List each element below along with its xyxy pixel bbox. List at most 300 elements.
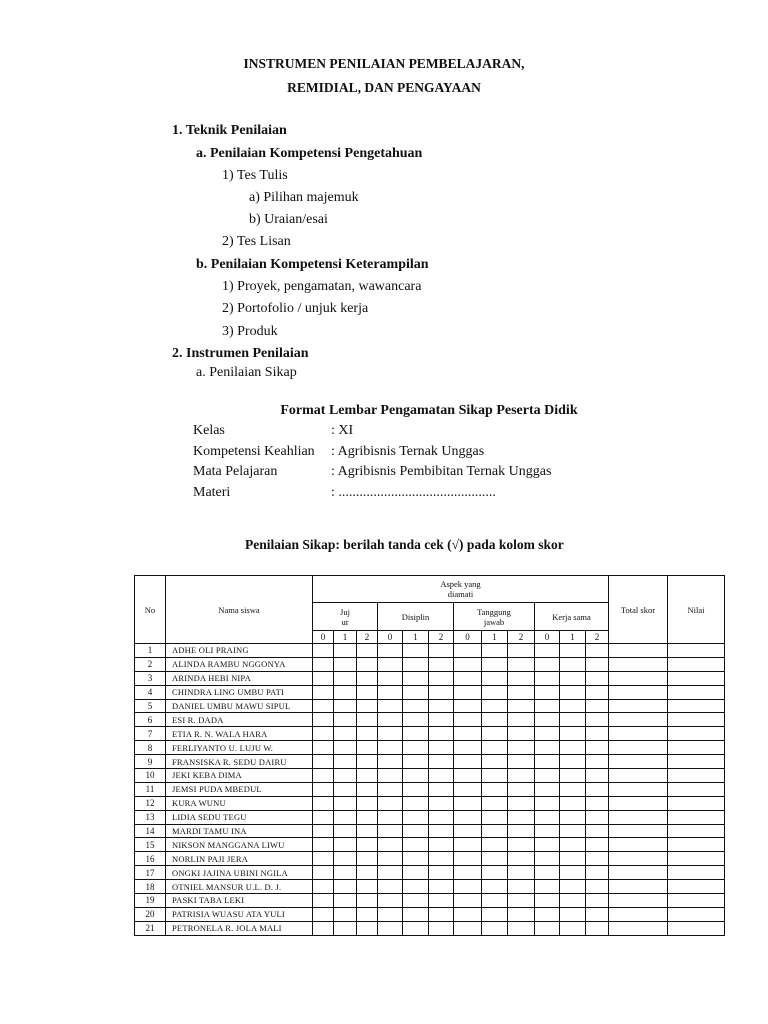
total-score-cell[interactable] bbox=[609, 713, 668, 727]
score-cell[interactable] bbox=[508, 824, 535, 838]
nilai-cell[interactable] bbox=[668, 755, 725, 769]
score-cell[interactable] bbox=[378, 644, 403, 658]
score-cell[interactable] bbox=[403, 769, 429, 783]
nilai-cell[interactable] bbox=[668, 866, 725, 880]
score-cell[interactable] bbox=[535, 810, 560, 824]
score-cell[interactable] bbox=[482, 713, 508, 727]
nilai-cell[interactable] bbox=[668, 727, 725, 741]
score-cell[interactable] bbox=[454, 769, 482, 783]
score-cell[interactable] bbox=[586, 713, 609, 727]
score-cell[interactable] bbox=[357, 782, 378, 796]
score-cell[interactable] bbox=[334, 907, 357, 921]
total-score-cell[interactable] bbox=[609, 921, 668, 935]
score-cell[interactable] bbox=[535, 755, 560, 769]
score-cell[interactable] bbox=[403, 782, 429, 796]
score-cell[interactable] bbox=[334, 769, 357, 783]
score-cell[interactable] bbox=[508, 838, 535, 852]
score-cell[interactable] bbox=[586, 838, 609, 852]
total-score-cell[interactable] bbox=[609, 782, 668, 796]
score-cell[interactable] bbox=[454, 824, 482, 838]
score-cell[interactable] bbox=[586, 824, 609, 838]
score-cell[interactable] bbox=[357, 921, 378, 935]
score-cell[interactable] bbox=[454, 907, 482, 921]
nilai-cell[interactable] bbox=[668, 921, 725, 935]
score-cell[interactable] bbox=[334, 657, 357, 671]
score-cell[interactable] bbox=[313, 921, 334, 935]
score-cell[interactable] bbox=[508, 727, 535, 741]
score-cell[interactable] bbox=[508, 880, 535, 894]
score-cell[interactable] bbox=[535, 685, 560, 699]
score-cell[interactable] bbox=[482, 810, 508, 824]
score-cell[interactable] bbox=[403, 671, 429, 685]
score-cell[interactable] bbox=[313, 657, 334, 671]
score-cell[interactable] bbox=[454, 880, 482, 894]
score-cell[interactable] bbox=[482, 657, 508, 671]
score-cell[interactable] bbox=[454, 866, 482, 880]
score-cell[interactable] bbox=[508, 921, 535, 935]
score-cell[interactable] bbox=[454, 921, 482, 935]
score-cell[interactable] bbox=[535, 838, 560, 852]
score-cell[interactable] bbox=[403, 727, 429, 741]
score-cell[interactable] bbox=[560, 685, 586, 699]
score-cell[interactable] bbox=[454, 755, 482, 769]
score-cell[interactable] bbox=[357, 644, 378, 658]
score-cell[interactable] bbox=[357, 755, 378, 769]
score-cell[interactable] bbox=[334, 824, 357, 838]
score-cell[interactable] bbox=[334, 866, 357, 880]
student-name: FRANSISKA R. SEDU DAIRU bbox=[166, 755, 313, 769]
score-cell[interactable] bbox=[429, 894, 454, 908]
score-cell[interactable] bbox=[378, 907, 403, 921]
score-cell[interactable] bbox=[403, 699, 429, 713]
score-cell[interactable] bbox=[378, 824, 403, 838]
score-cell[interactable] bbox=[508, 810, 535, 824]
score-cell[interactable] bbox=[535, 852, 560, 866]
score-cell[interactable] bbox=[454, 741, 482, 755]
total-score-cell[interactable] bbox=[609, 699, 668, 713]
score-cell[interactable] bbox=[357, 824, 378, 838]
score-cell[interactable] bbox=[429, 824, 454, 838]
nilai-cell[interactable] bbox=[668, 782, 725, 796]
score-cell[interactable] bbox=[482, 741, 508, 755]
score-cell[interactable] bbox=[313, 644, 334, 658]
score-cell[interactable] bbox=[454, 685, 482, 699]
score-cell[interactable] bbox=[560, 713, 586, 727]
score-cell[interactable] bbox=[403, 741, 429, 755]
score-cell[interactable] bbox=[454, 727, 482, 741]
score-cell[interactable] bbox=[313, 741, 334, 755]
score-cell[interactable] bbox=[482, 755, 508, 769]
score-cell[interactable] bbox=[535, 894, 560, 908]
score-cell[interactable] bbox=[508, 866, 535, 880]
score-cell[interactable] bbox=[429, 657, 454, 671]
score-cell[interactable] bbox=[403, 755, 429, 769]
score-cell[interactable] bbox=[378, 769, 403, 783]
nilai-cell[interactable] bbox=[668, 824, 725, 838]
score-cell[interactable] bbox=[586, 880, 609, 894]
score-cell[interactable] bbox=[586, 921, 609, 935]
score-cell[interactable] bbox=[403, 880, 429, 894]
score-cell[interactable] bbox=[357, 657, 378, 671]
score-cell[interactable] bbox=[586, 782, 609, 796]
score-cell[interactable] bbox=[535, 921, 560, 935]
score-cell[interactable] bbox=[586, 657, 609, 671]
score-cell[interactable] bbox=[535, 824, 560, 838]
score-cell[interactable] bbox=[454, 810, 482, 824]
score-cell[interactable] bbox=[334, 685, 357, 699]
score-cell[interactable] bbox=[313, 755, 334, 769]
score-cell[interactable] bbox=[454, 796, 482, 810]
score-cell[interactable] bbox=[403, 713, 429, 727]
score-cell[interactable] bbox=[560, 894, 586, 908]
score-cell[interactable] bbox=[482, 685, 508, 699]
score-cell[interactable] bbox=[454, 644, 482, 658]
score-cell[interactable] bbox=[560, 866, 586, 880]
score-cell[interactable] bbox=[313, 727, 334, 741]
score-cell[interactable] bbox=[586, 852, 609, 866]
score-cell[interactable] bbox=[586, 644, 609, 658]
score-cell[interactable] bbox=[535, 782, 560, 796]
score-cell[interactable] bbox=[403, 796, 429, 810]
total-score-cell[interactable] bbox=[609, 866, 668, 880]
score-cell[interactable] bbox=[508, 685, 535, 699]
score-cell[interactable] bbox=[454, 782, 482, 796]
score-cell[interactable] bbox=[429, 782, 454, 796]
nilai-cell[interactable] bbox=[668, 699, 725, 713]
score-cell[interactable] bbox=[429, 838, 454, 852]
score-cell[interactable] bbox=[429, 685, 454, 699]
score-cell[interactable] bbox=[586, 741, 609, 755]
score-cell[interactable] bbox=[508, 671, 535, 685]
score-cell[interactable] bbox=[378, 838, 403, 852]
score-cell[interactable] bbox=[403, 866, 429, 880]
score-cell[interactable] bbox=[508, 894, 535, 908]
score-cell[interactable] bbox=[482, 644, 508, 658]
score-cell[interactable] bbox=[378, 796, 403, 810]
score-cell[interactable] bbox=[535, 671, 560, 685]
score-cell[interactable] bbox=[560, 782, 586, 796]
score-cell[interactable] bbox=[535, 796, 560, 810]
score-cell[interactable] bbox=[403, 810, 429, 824]
score-cell[interactable] bbox=[313, 685, 334, 699]
score-cell[interactable] bbox=[334, 755, 357, 769]
score-cell[interactable] bbox=[429, 769, 454, 783]
score-header-disiplin-2: 2 bbox=[429, 631, 454, 644]
score-cell[interactable] bbox=[378, 657, 403, 671]
score-cell[interactable] bbox=[313, 838, 334, 852]
score-cell[interactable] bbox=[378, 866, 403, 880]
score-cell[interactable] bbox=[357, 769, 378, 783]
score-cell[interactable] bbox=[429, 810, 454, 824]
score-cell[interactable] bbox=[586, 907, 609, 921]
score-cell[interactable] bbox=[535, 907, 560, 921]
score-cell[interactable] bbox=[535, 727, 560, 741]
score-cell[interactable] bbox=[357, 741, 378, 755]
total-score-cell[interactable] bbox=[609, 755, 668, 769]
score-cell[interactable] bbox=[508, 796, 535, 810]
score-cell[interactable] bbox=[560, 824, 586, 838]
score-cell[interactable] bbox=[313, 894, 334, 908]
score-cell[interactable] bbox=[586, 769, 609, 783]
nilai-cell[interactable] bbox=[668, 796, 725, 810]
score-cell[interactable] bbox=[482, 894, 508, 908]
score-cell[interactable] bbox=[357, 852, 378, 866]
score-cell[interactable] bbox=[403, 907, 429, 921]
score-cell[interactable] bbox=[378, 713, 403, 727]
score-cell[interactable] bbox=[482, 880, 508, 894]
score-cell[interactable] bbox=[454, 838, 482, 852]
score-cell[interactable] bbox=[334, 921, 357, 935]
score-cell[interactable] bbox=[403, 838, 429, 852]
score-cell[interactable] bbox=[334, 852, 357, 866]
score-cell[interactable] bbox=[378, 727, 403, 741]
score-cell[interactable] bbox=[508, 741, 535, 755]
score-cell[interactable] bbox=[454, 657, 482, 671]
student-name: OTNIEL MANSUR U.L. D. J. bbox=[166, 880, 313, 894]
score-cell[interactable] bbox=[508, 852, 535, 866]
score-cell[interactable] bbox=[508, 657, 535, 671]
score-cell[interactable] bbox=[378, 852, 403, 866]
student-number: 11 bbox=[135, 782, 166, 796]
score-cell[interactable] bbox=[535, 699, 560, 713]
score-cell[interactable] bbox=[403, 824, 429, 838]
score-cell[interactable] bbox=[535, 880, 560, 894]
score-cell[interactable] bbox=[482, 852, 508, 866]
score-cell[interactable] bbox=[378, 685, 403, 699]
score-cell[interactable] bbox=[482, 796, 508, 810]
score-cell[interactable] bbox=[560, 907, 586, 921]
score-cell[interactable] bbox=[357, 796, 378, 810]
score-cell[interactable] bbox=[508, 755, 535, 769]
score-cell[interactable] bbox=[313, 907, 334, 921]
score-cell[interactable] bbox=[334, 713, 357, 727]
score-cell[interactable] bbox=[560, 671, 586, 685]
score-cell[interactable] bbox=[482, 866, 508, 880]
total-score-cell[interactable] bbox=[609, 727, 668, 741]
score-cell[interactable] bbox=[560, 755, 586, 769]
score-cell[interactable] bbox=[334, 782, 357, 796]
score-cell[interactable] bbox=[560, 727, 586, 741]
score-cell[interactable] bbox=[560, 769, 586, 783]
score-cell[interactable] bbox=[357, 685, 378, 699]
score-cell[interactable] bbox=[560, 644, 586, 658]
score-cell[interactable] bbox=[334, 727, 357, 741]
score-cell[interactable] bbox=[454, 699, 482, 713]
score-cell[interactable] bbox=[378, 671, 403, 685]
score-cell[interactable] bbox=[378, 894, 403, 908]
total-score-cell[interactable] bbox=[609, 880, 668, 894]
score-cell[interactable] bbox=[334, 699, 357, 713]
score-cell[interactable] bbox=[334, 810, 357, 824]
total-score-cell[interactable] bbox=[609, 894, 668, 908]
score-cell[interactable] bbox=[313, 866, 334, 880]
score-cell[interactable] bbox=[560, 796, 586, 810]
score-cell[interactable] bbox=[508, 769, 535, 783]
score-cell[interactable] bbox=[313, 699, 334, 713]
nilai-cell[interactable] bbox=[668, 657, 725, 671]
score-cell[interactable] bbox=[482, 769, 508, 783]
field-value-materi: : ............................................. bbox=[331, 485, 496, 500]
nilai-cell[interactable] bbox=[668, 741, 725, 755]
score-cell[interactable] bbox=[429, 699, 454, 713]
nilai-cell[interactable] bbox=[668, 852, 725, 866]
nilai-cell[interactable] bbox=[668, 644, 725, 658]
total-score-cell[interactable] bbox=[609, 657, 668, 671]
score-cell[interactable] bbox=[429, 880, 454, 894]
score-cell[interactable] bbox=[429, 866, 454, 880]
total-score-cell[interactable] bbox=[609, 824, 668, 838]
score-cell[interactable] bbox=[482, 921, 508, 935]
score-cell[interactable] bbox=[508, 713, 535, 727]
total-score-cell[interactable] bbox=[609, 644, 668, 658]
score-cell[interactable] bbox=[586, 866, 609, 880]
score-cell[interactable] bbox=[357, 699, 378, 713]
score-cell[interactable] bbox=[482, 838, 508, 852]
score-cell[interactable] bbox=[357, 838, 378, 852]
score-cell[interactable] bbox=[454, 852, 482, 866]
score-cell[interactable] bbox=[560, 838, 586, 852]
score-cell[interactable] bbox=[313, 796, 334, 810]
score-cell[interactable] bbox=[586, 671, 609, 685]
score-cell[interactable] bbox=[586, 796, 609, 810]
score-cell[interactable] bbox=[586, 699, 609, 713]
total-score-cell[interactable] bbox=[609, 796, 668, 810]
score-cell[interactable] bbox=[429, 921, 454, 935]
score-cell[interactable] bbox=[429, 852, 454, 866]
score-cell[interactable] bbox=[334, 644, 357, 658]
score-cell[interactable] bbox=[482, 782, 508, 796]
score-cell[interactable] bbox=[535, 741, 560, 755]
score-cell[interactable] bbox=[378, 921, 403, 935]
score-cell[interactable] bbox=[334, 880, 357, 894]
score-cell[interactable] bbox=[429, 741, 454, 755]
nilai-cell[interactable] bbox=[668, 880, 725, 894]
score-cell[interactable] bbox=[560, 657, 586, 671]
score-cell[interactable] bbox=[357, 810, 378, 824]
total-score-cell[interactable] bbox=[609, 741, 668, 755]
score-cell[interactable] bbox=[508, 644, 535, 658]
nilai-cell[interactable] bbox=[668, 671, 725, 685]
score-cell[interactable] bbox=[313, 824, 334, 838]
score-cell[interactable] bbox=[586, 727, 609, 741]
score-cell[interactable] bbox=[482, 727, 508, 741]
score-cell[interactable] bbox=[403, 685, 429, 699]
score-cell[interactable] bbox=[429, 713, 454, 727]
score-cell[interactable] bbox=[403, 657, 429, 671]
score-cell[interactable] bbox=[482, 907, 508, 921]
score-cell[interactable] bbox=[560, 921, 586, 935]
total-score-cell[interactable] bbox=[609, 838, 668, 852]
nilai-cell[interactable] bbox=[668, 810, 725, 824]
score-cell[interactable] bbox=[334, 671, 357, 685]
score-cell[interactable] bbox=[313, 810, 334, 824]
score-cell[interactable] bbox=[586, 894, 609, 908]
score-cell[interactable] bbox=[313, 769, 334, 783]
score-cell[interactable] bbox=[357, 727, 378, 741]
score-cell[interactable] bbox=[403, 644, 429, 658]
score-cell[interactable] bbox=[334, 894, 357, 908]
score-cell[interactable] bbox=[429, 755, 454, 769]
score-cell[interactable] bbox=[357, 907, 378, 921]
score-cell[interactable] bbox=[535, 644, 560, 658]
score-cell[interactable] bbox=[535, 657, 560, 671]
score-cell[interactable] bbox=[357, 866, 378, 880]
score-cell[interactable] bbox=[586, 685, 609, 699]
student-number: 4 bbox=[135, 685, 166, 699]
score-cell[interactable] bbox=[454, 713, 482, 727]
score-cell[interactable] bbox=[560, 741, 586, 755]
score-cell[interactable] bbox=[378, 741, 403, 755]
score-cell[interactable] bbox=[357, 894, 378, 908]
score-cell[interactable] bbox=[508, 782, 535, 796]
score-cell[interactable] bbox=[403, 852, 429, 866]
score-cell[interactable] bbox=[482, 699, 508, 713]
nilai-cell[interactable] bbox=[668, 894, 725, 908]
total-score-cell[interactable] bbox=[609, 685, 668, 699]
score-cell[interactable] bbox=[403, 894, 429, 908]
score-cell[interactable] bbox=[508, 699, 535, 713]
nilai-cell[interactable] bbox=[668, 713, 725, 727]
score-cell[interactable] bbox=[560, 880, 586, 894]
score-cell[interactable] bbox=[313, 852, 334, 866]
score-cell[interactable] bbox=[378, 810, 403, 824]
score-cell[interactable] bbox=[535, 866, 560, 880]
score-cell[interactable] bbox=[334, 741, 357, 755]
score-cell[interactable] bbox=[535, 713, 560, 727]
total-score-cell[interactable] bbox=[609, 907, 668, 921]
score-cell[interactable] bbox=[560, 852, 586, 866]
score-cell[interactable] bbox=[378, 782, 403, 796]
score-cell[interactable] bbox=[378, 699, 403, 713]
nilai-cell[interactable] bbox=[668, 685, 725, 699]
score-cell[interactable] bbox=[429, 727, 454, 741]
nilai-cell[interactable] bbox=[668, 907, 725, 921]
score-cell[interactable] bbox=[334, 838, 357, 852]
score-cell[interactable] bbox=[429, 907, 454, 921]
total-score-cell[interactable] bbox=[609, 671, 668, 685]
score-cell[interactable] bbox=[429, 671, 454, 685]
score-cell[interactable] bbox=[357, 671, 378, 685]
score-cell[interactable] bbox=[429, 796, 454, 810]
score-cell[interactable] bbox=[357, 713, 378, 727]
score-cell[interactable] bbox=[560, 810, 586, 824]
score-cell[interactable] bbox=[313, 713, 334, 727]
score-cell[interactable] bbox=[403, 921, 429, 935]
score-cell[interactable] bbox=[357, 880, 378, 894]
score-cell[interactable] bbox=[313, 782, 334, 796]
total-score-cell[interactable] bbox=[609, 810, 668, 824]
score-cell[interactable] bbox=[454, 671, 482, 685]
score-cell[interactable] bbox=[586, 810, 609, 824]
score-cell[interactable] bbox=[482, 824, 508, 838]
score-cell[interactable] bbox=[482, 671, 508, 685]
score-cell[interactable] bbox=[508, 907, 535, 921]
score-cell[interactable] bbox=[334, 796, 357, 810]
total-score-cell[interactable] bbox=[609, 852, 668, 866]
score-cell[interactable] bbox=[586, 755, 609, 769]
total-score-cell[interactable] bbox=[609, 769, 668, 783]
nilai-cell[interactable] bbox=[668, 769, 725, 783]
score-cell[interactable] bbox=[429, 644, 454, 658]
score-cell[interactable] bbox=[378, 880, 403, 894]
score-cell[interactable] bbox=[378, 755, 403, 769]
score-cell[interactable] bbox=[454, 894, 482, 908]
score-cell[interactable] bbox=[560, 699, 586, 713]
score-cell[interactable] bbox=[313, 671, 334, 685]
score-cell[interactable] bbox=[535, 769, 560, 783]
nilai-cell[interactable] bbox=[668, 838, 725, 852]
score-cell[interactable] bbox=[313, 880, 334, 894]
